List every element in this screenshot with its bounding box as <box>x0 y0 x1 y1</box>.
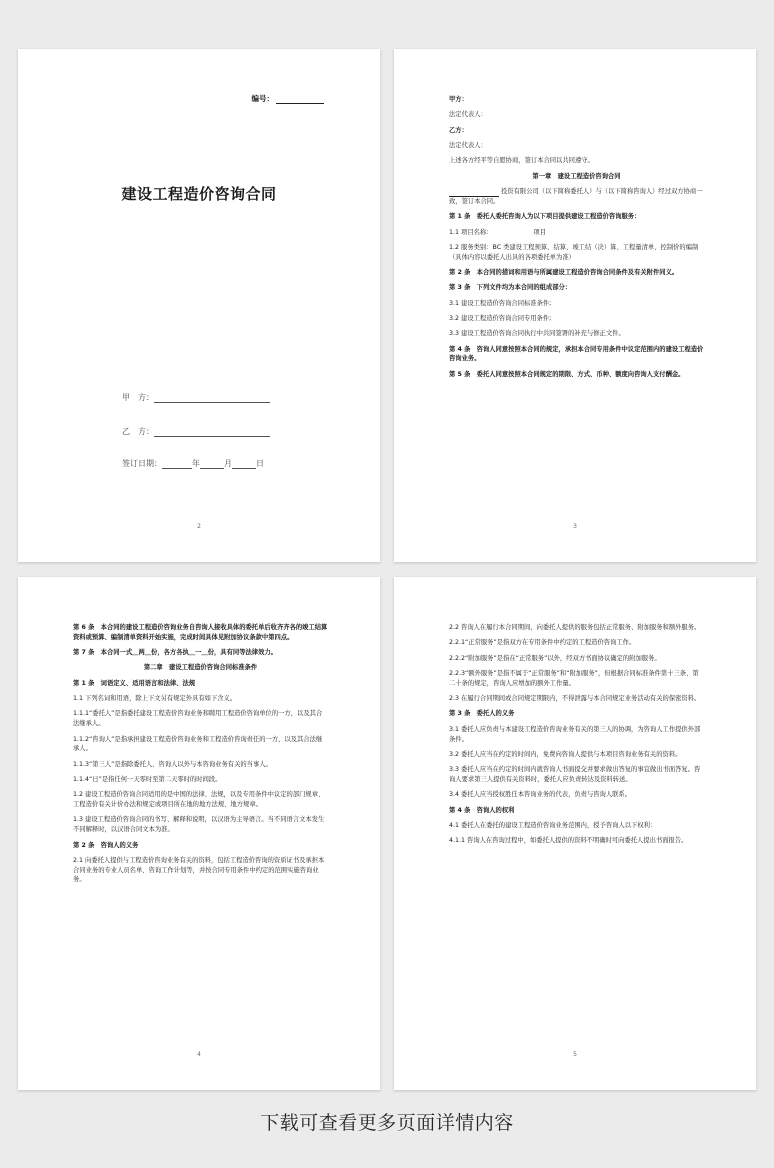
page-number: 3 <box>573 523 577 530</box>
contract-number-label: 编号： <box>251 94 274 103</box>
page-number: 2 <box>197 523 201 530</box>
clause-heading: 第 1 条 词语定义、适用语言和法律、法规 <box>73 679 196 687</box>
page-number: 5 <box>573 1051 577 1058</box>
clause-text: 2.2.2“附加服务”是指在“正常服务”以外，经双方书面协议确定的附加服务。 <box>449 654 661 662</box>
clause-text: 1.1.2“咨询人”是指承担建设工程造价咨询业务和工程造价咨询责任的一方，以及其合法继承人。 <box>73 735 323 753</box>
page-body <box>73 623 328 891</box>
clause-text: 法定代表人： <box>449 142 487 150</box>
clause-text: 1.2 建设工程造价咨询合同适用的是中国的法律、法规，以及专用条件中议定的部门规章、工程造价有关计价办法和规定或项目所在地的地方法规、地方规章。 <box>73 791 325 809</box>
clause-text: 法定代表人： <box>449 111 487 119</box>
clause-text: 3.1 委托人应负责与本建设工程造价咨询业务有关的第三人的协调，为咨询人工作提供外部条件。 <box>449 725 701 743</box>
day-label: 日 <box>256 459 264 468</box>
day-blank <box>232 459 256 469</box>
clause-text: 上述各方经平等自愿协商，签订本合同以共同遵守。 <box>449 157 594 165</box>
party-a-line <box>122 392 270 403</box>
clause-text: 2.3 在履行合同期间或合同规定期限内，不得泄露与本合同规定业务活动有关的保密资料。 <box>449 695 701 703</box>
clause-text: 2.2 咨询人在履行本合同期间，向委托人提供的服务包括正常服务、附加服务和额外服务。 <box>449 624 701 631</box>
page-body <box>449 623 704 852</box>
clause-text: 3.3 委托人应当在约定的时间内就咨询人书面提交并要求做出答复的事宜做出书面答复。咨询人要求第三人提供有关资料时，委托人应负责转达及资料转送。 <box>449 766 701 783</box>
party-b-blank <box>154 427 270 437</box>
year-blank <box>162 459 192 469</box>
clause-heading: 第 2 条 咨询人的义务 <box>73 841 139 849</box>
clause-text: 3.4 委托人应当授权胜任本咨询业务的代表，负责与咨询人联系。 <box>449 791 632 799</box>
year-label: 年 <box>192 459 200 468</box>
clause-text: 4.1.1 咨询人在咨询过程中，如委托人提供的资料不明确时可向委托人提出书面报告。 <box>449 837 688 845</box>
clause-heading: 第 3 条 下列文件均为本合同的组成部分： <box>449 284 572 292</box>
sign-date-line <box>122 458 264 469</box>
clause-text: 1.1 项目名称： 项目 <box>449 228 547 236</box>
download-more-link[interactable]: 下载可查看更多页面详情内容 <box>260 1112 514 1134</box>
clause-text: 2.2.1“正常服务”是指双方在专用条件中约定的工程造价咨询工作。 <box>449 639 636 647</box>
clause-text: 1.3 建设工程造价咨询合同的书写、解释和说明，以汉语为主导语言。当不同语言文本发生不同解释时，以汉语合同文本为准。 <box>73 816 325 834</box>
clause-text: 3.3 建设工程造价咨询合同执行中共同签署的补充与修正文件。 <box>449 330 625 338</box>
page-number: 4 <box>197 1051 201 1058</box>
clause-heading: 第 5 条 委托人同意按照本合同规定的期限、方式、币种、额度向咨询人支付酬金。 <box>449 370 685 378</box>
clause-text <box>449 187 704 207</box>
page-body <box>449 95 704 385</box>
clause-heading: 甲方： <box>449 96 468 103</box>
chapter-heading: 第一章 建设工程造价咨询合同 <box>532 172 621 180</box>
party-a-label: 甲 方： <box>122 393 154 402</box>
clause-heading: 乙方： <box>449 126 468 134</box>
clause-heading: 第 2 条 本合同的措词和用语与所属建设工程造价咨询合同条件及有关附件同义。 <box>449 268 679 276</box>
clause-text: 1.1.3“第三人”是指除委托人、咨询人以外与本咨询业务有关的当事人。 <box>73 760 272 768</box>
party-b-label: 乙 方： <box>122 427 154 436</box>
clause-text: 1.1 下列名词和用语，除上下文另有规定外具有如下含义。 <box>73 695 237 703</box>
company-name-blank <box>449 190 499 197</box>
clause-text: 1.1.4“日”是指任何一天零时至第二天零时的时间段。 <box>73 776 222 783</box>
clause-text: 1.2 服务类别：BC 类建设工程预算、结算、竣工结（决）算、工程量清单、控制价的编制（具体内容以委托人出具的各项委托单为准） <box>449 243 699 261</box>
party-b-line <box>122 426 270 437</box>
clause-text: 3.2 委托人应当在约定的时间内，免费向咨询人提供与本项目咨询业务有关的资料。 <box>449 750 682 758</box>
contract-number <box>252 93 325 104</box>
clause-text: 2.2.3“额外服务”是指不属于“正常服务”和“附加服务”，但根据合同标准条件第十三条、第二十条的规定，咨询人应增加的额外工作量。 <box>449 670 699 687</box>
month-blank <box>200 459 224 469</box>
document-page-4 <box>18 577 380 1090</box>
sign-date-label: 签订日期： <box>122 459 162 468</box>
clause-text: 3.1 建设工程造价咨询合同标准条件; <box>449 299 552 307</box>
clause-heading: 第 3 条 委托人的义务 <box>449 710 515 718</box>
clause-heading: 第 6 条 本合同的建设工程造价咨询业务自咨询人接收具体的委托单后收齐齐各的竣工结算资料或预算、编制清单资料开始实施，完成时间具体见附加协议条款中第四点。 <box>73 624 328 641</box>
clause-heading: 第 4 条 咨询人同意按照本合同的规定，承担本合同专用条件中议定范围内的建设工程造价咨询业务。 <box>449 345 704 363</box>
party-a-blank <box>154 393 270 403</box>
clause-text: 4.1 委托人在委托的建设工程造价咨询业务范围内，授予咨询人以下权利： <box>449 822 657 830</box>
clause-text: 1.1.1“委托人”是指委托建设工程造价咨询业务和聘用工程造价咨询单位的一方，以及其合法继承人。 <box>73 710 323 728</box>
document-title: 建设工程造价咨询合同 <box>121 185 277 203</box>
month-label: 月 <box>224 459 232 468</box>
document-page-cover <box>18 49 380 562</box>
document-page-3 <box>394 49 756 562</box>
clause-text-body: 投资有限公司（以下简称委托人）与（以下简称咨询人）经过双方协商一致，签订本合同。 <box>449 188 703 205</box>
clause-text: 3.2 建设工程造价咨询合同专用条件; <box>449 314 552 322</box>
clause-heading: 第 1 条 委托人委托咨询人为以下项目提供建设工程造价咨询服务： <box>449 213 641 221</box>
chapter-heading: 第二章 建设工程造价咨询合同标准条件 <box>143 664 258 672</box>
clause-heading: 第 7 条 本合同一式＿两＿份，各方各执＿一＿份，具有同等法律效力。 <box>73 649 277 657</box>
contract-number-blank <box>276 95 324 104</box>
clause-heading: 第 4 条 咨询人的权利 <box>449 806 515 814</box>
document-page-5 <box>394 577 756 1090</box>
clause-text: 2.1 向委托人提供与工程造价咨询业务有关的资料，包括工程造价咨询的资质证书及承担本合同业务的专业人员名单、咨询工作计划等，并按合同专用条件中约定的范围实施咨询业务。 <box>73 856 325 884</box>
